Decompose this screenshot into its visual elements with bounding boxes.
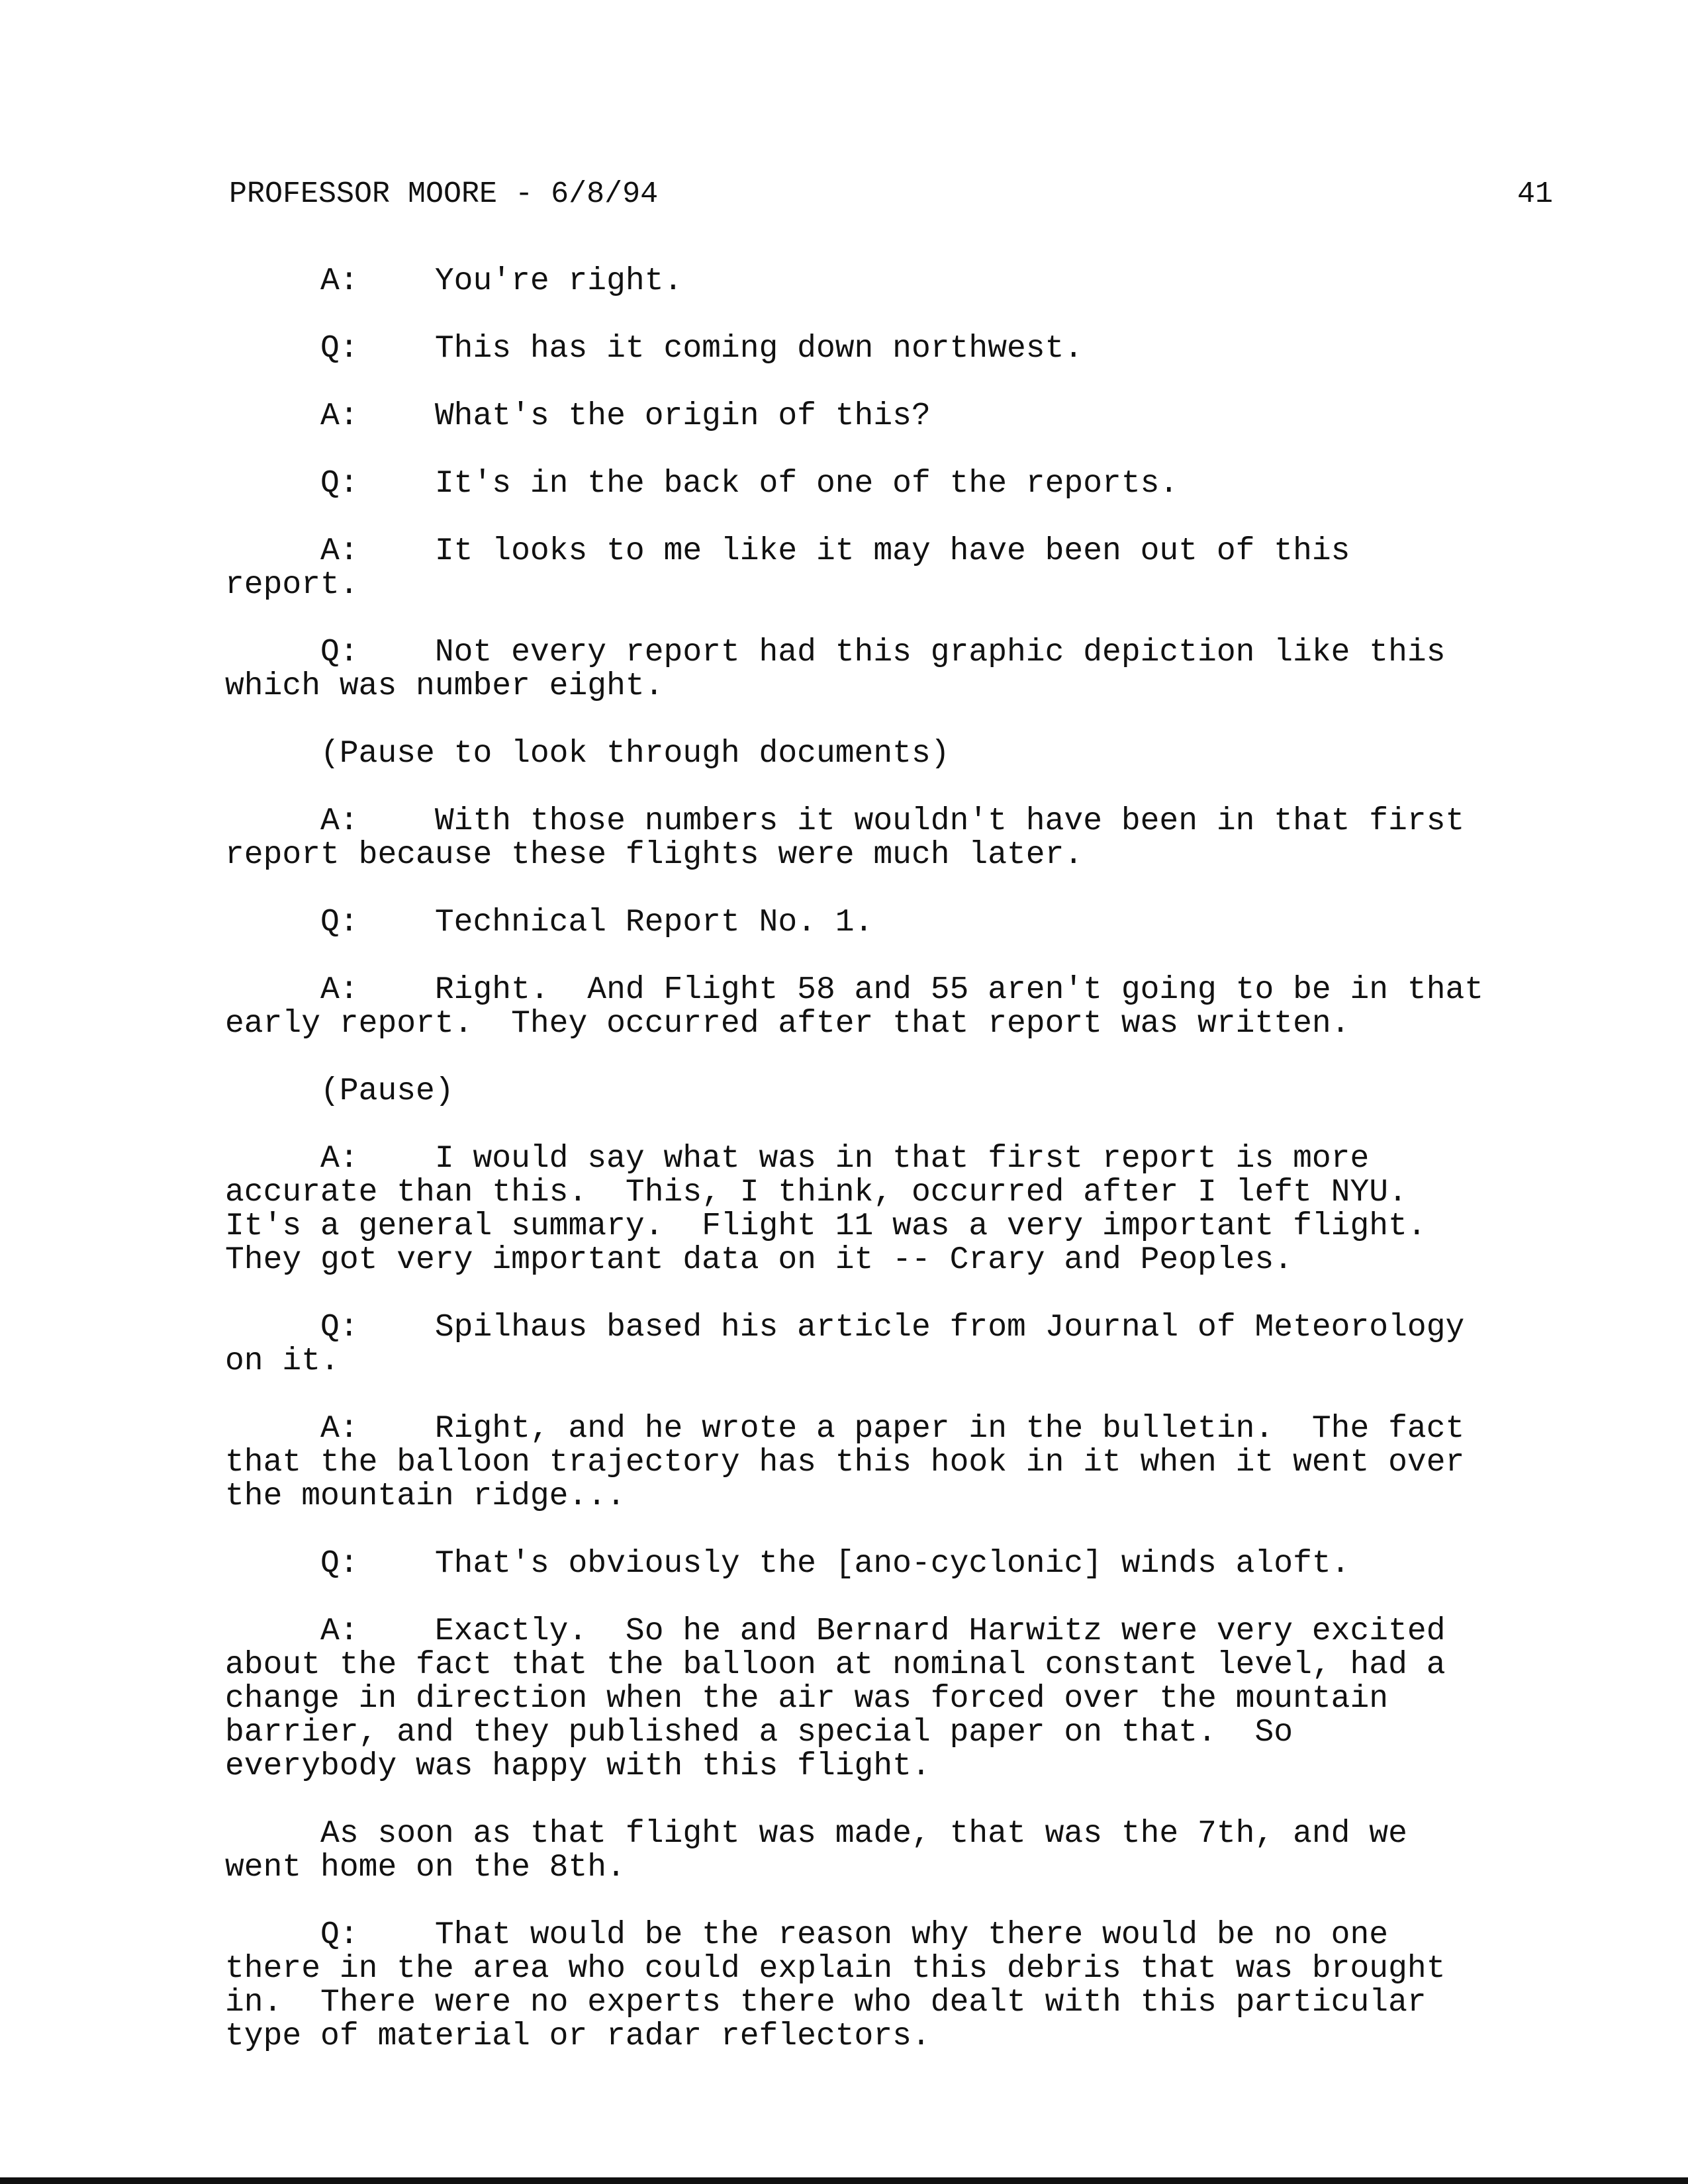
transcript-paragraph: (Pause) (225, 1073, 454, 1109)
transcript-paragraph: A: You're right. (225, 263, 683, 299)
transcript-paragraph: Q: Not every report had this graphic depiction like this which was number eight. (225, 635, 1446, 704)
transcript-paragraph: A: With those numbers it wouldn't have been in that first report because these flights were much later. (225, 803, 1465, 873)
transcript-paragraph: Q: That would be the reason why there would be no one there in the area who could explain this debris that was brought in. There were no experts there who dealt with this particular type of material or radar reflectors. (225, 1917, 1446, 2054)
transcript-paragraph: Q: That's obviously the [ano-cyclonic] winds aloft. (225, 1546, 1350, 1582)
bottom-edge-rule (0, 2177, 1688, 2184)
transcript-body (225, 265, 1549, 2087)
page-number: 41 (1517, 177, 1553, 211)
transcript-paragraph: Q: Spilhaus based his article from Journal of Meteorology on it. (225, 1310, 1465, 1379)
transcript-paragraph: A: It looks to me like it may have been out of this report. (225, 533, 1350, 603)
transcript-paragraph: A: Right. And Flight 58 and 55 aren't going to be in that early report. They occurred after that report was written. (225, 972, 1484, 1042)
transcript-paragraph: A: I would say what was in that first report is more accurate than this. This, I think, occurred after I left NYU. It's a general summary. Flight 11 was a very important flight. They got very important data on it -- Crary and Peoples. (225, 1141, 1427, 1278)
transcript-paragraph: Q: Technical Report No. 1. (225, 905, 874, 940)
transcript-paragraph: As soon as that flight was made, that was the 7th, and we went home on the 8th. (225, 1816, 1407, 1886)
transcript-paragraph: Q: This has it coming down northwest. (225, 331, 1084, 367)
transcript-paragraph: A: Exactly. So he and Bernard Harwitz were very excited about the fact that the balloon at nominal constant level, had a change in direction when the air was forced over the mountain barrier, and they published a special paper on that. So everybody was happy with this flight. (225, 1614, 1446, 1784)
transcript-paragraph: A: Right, and he wrote a paper in the bulletin. The fact that the balloon trajectory has this hook in it when it went over the mountain ridge... (225, 1411, 1465, 1514)
transcript-paragraph: Q: It's in the back of one of the reports. (225, 466, 1179, 502)
header-title: PROFESSOR MOORE - 6/8/94 (229, 177, 659, 211)
transcript-paragraph: (Pause to look through documents) (225, 736, 950, 772)
page-header (229, 175, 1553, 214)
transcript-paragraph: A: What's the origin of this? (225, 398, 931, 434)
